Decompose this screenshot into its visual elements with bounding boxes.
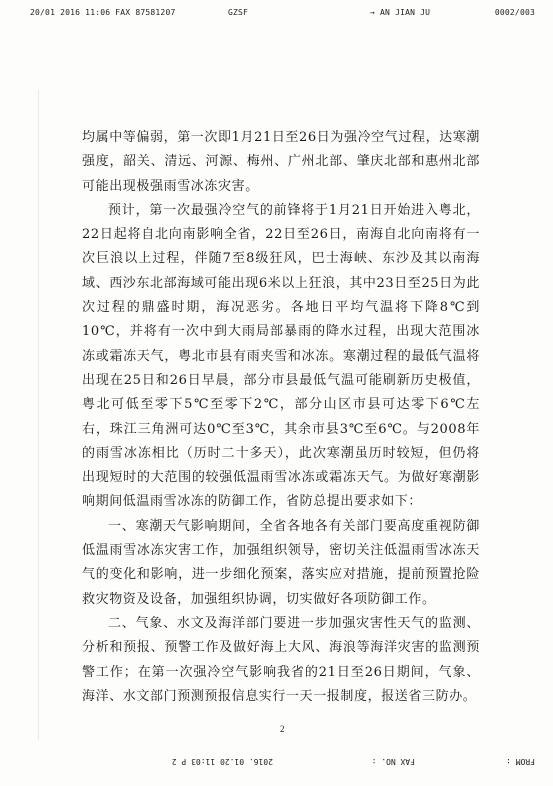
fax-footer-upside-down bbox=[95, 752, 535, 766]
paragraph-continuation: 均属中等偏弱，第一次即1月21日至26日为强冷空气过程，达寒潮强度，韶关、清远、河源、梅州、广州北部、肇庆北部和惠州北部可能出现极强雨雪冰冻灾害。 bbox=[82, 130, 480, 194]
fax-footer-from: FROM : bbox=[506, 757, 535, 766]
fax-header-date: 20/01 2016 11:06 FAX 87581207 bbox=[30, 8, 176, 17]
fax-header-code: GZSF bbox=[228, 8, 249, 17]
document-body bbox=[82, 126, 480, 709]
fax-header-sender: → AN JIAN JU bbox=[370, 8, 431, 17]
fax-footer-date: 2016. 01.20 11:03 P 2 bbox=[171, 757, 273, 766]
paragraph-requirement-1: 一、寒潮天气影响期间，全省各地各有关部门要高度重视防御低温雨雪冰冻灾害工作，加强组织领导，密切关注低温雨雪冰冻天气的变化和影响，进一步细化预案，落实应对措施，提前预置抢险救灾物资及设备，加强组织协调，切实做好各项防御工作。 bbox=[82, 518, 480, 607]
page-number: 2 bbox=[280, 724, 285, 734]
fax-header-page: 0002/003 bbox=[494, 8, 535, 17]
paragraph-forecast: 预计，第一次最强冷空气的前锋将于1月21日开始进入粤北，22日起将自北向南影响全省，22日至26日，南海自北向南将有一次巨浪以上过程，伴随7至8级狂风，巴士海峡、东沙及其以南海域、西沙东北部海域可能出现6米以上狂浪，其中23日至25日为此次过程的鼎盛时期，海况恶劣。各地日平均气温将下降8℃到10℃，并将有一次中到大雨局部暴雨的降水过程，出现大范围冰冻或霜冻天气，粤北市县有雨夹雪和冰冻。寒潮过程的最低气温将出现在25日和26日早晨，部分市县最低气温可能刷新历史极值，粤北可低至零下5℃至零下2℃，部分山区市县可达零下6℃左右，珠江三角洲可达0℃至3℃，其余市县3℃至6℃。与2008年的雨雪冰冻相比（历时二十多天），此次寒潮虽历时较短，但仍将出现短时的大范围的较强低温雨雪冰冻或霜冻天气。为做好寒潮影响期间低温雨雪冰冻的防御工作，省防总提出要求如下： bbox=[82, 202, 480, 510]
fax-transmission-header bbox=[30, 8, 535, 22]
scan-margin-line bbox=[38, 90, 45, 740]
fax-footer-fax-number: FAX NO. : bbox=[371, 757, 415, 766]
paragraph-requirement-2: 二、气象、水文及海洋部门要进一步加强灾害性天气的监测、分析和预报、预警工作及做好海上大风、海浪等海洋灾害的监测预警工作；在第一次强冷空气影响我省的21日至26日期间，气象、海洋、水文部门预测预报信息实行一天一报制度，报送省三防办。 bbox=[82, 615, 480, 704]
